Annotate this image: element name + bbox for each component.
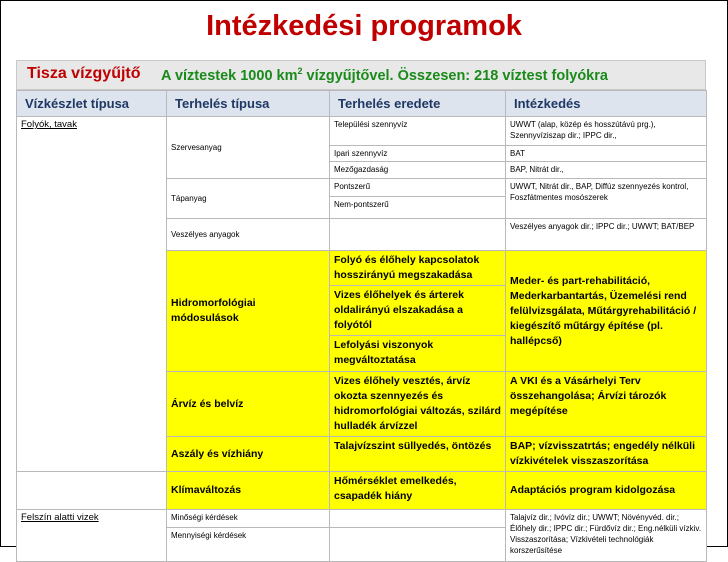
folyok-cell-tail xyxy=(17,472,167,510)
hidro-eredet-1: Folyó és élőhely kapcsolatok hosszirányú megszakadása xyxy=(330,251,506,286)
tapanyag-cell: Tápanyag xyxy=(167,179,330,219)
mezo-int-cell: BAP, Nitrát dir., xyxy=(506,162,707,179)
szerves-cell: Szervesanyag xyxy=(167,117,330,179)
measures-table xyxy=(16,90,707,562)
table-row xyxy=(17,472,707,510)
aszaly-eredet-cell: Talajvízszint süllyedés, öntözés xyxy=(330,437,506,472)
ipari-int-cell: BAT xyxy=(506,146,707,162)
region-info-post: vízgyűjtővel. Összesen: 218 víztest folyókra xyxy=(302,67,608,84)
hidro-eredet-2: Vizes élőhelyek és árterek oldalirányú elszakadása a folyótól xyxy=(330,286,506,336)
veszelyes-cell: Veszélyes anyagok xyxy=(167,219,330,251)
folyok-cell xyxy=(17,117,167,472)
table-row xyxy=(17,510,707,528)
hidro-int-cell: Meder- és part-rehabilitáció, Mederkarbantartás, Üzemelési rend felülvizsgálata, Műtárgyrehabilitáció / kiegészítő műtárgy építése (pl. hallépcső) xyxy=(506,251,707,372)
hidro-cell: Hidromorfológiai módosulások xyxy=(167,251,330,372)
arviz-eredet-cell: Vizes élőhely vesztés, árvíz okozta szennyezés és hidromorfológiai változás, szilárd hulladék árvízzel xyxy=(330,372,506,437)
table-row xyxy=(17,117,707,146)
region-info-sup: 2 xyxy=(297,66,303,76)
telepulesi-cell: Települési szennyvíz xyxy=(330,117,506,146)
veszelyes-int-cell: Veszélyes anyagok dir.; IPPC dir.; UWWT; BAT/BEP xyxy=(506,219,707,251)
mezo-cell: Mezőgazdaság xyxy=(330,162,506,179)
telepulesi-int-cell: UWWT (alap, közép és hosszútávú prg.), Szennyvíziszap dir.; IPPC dir., xyxy=(506,117,707,146)
veszelyes-eredet-cell xyxy=(330,219,506,251)
aszaly-int-cell: BAP; vízvisszatrtás; engedély nélküli vízkivételek visszaszorítása xyxy=(506,437,707,472)
region-info xyxy=(161,66,608,84)
minoseg-eredet-cell xyxy=(330,510,506,528)
folyok-label: Folyók, tavak xyxy=(21,119,77,130)
minoseg-cell: Minőségi kérdések xyxy=(167,510,330,528)
ipari-cell: Ipari szennyvíz xyxy=(330,146,506,162)
subtitle-bar xyxy=(16,60,706,90)
header-terheles-eredet: Terhelés eredete xyxy=(330,91,506,117)
header-row xyxy=(17,91,707,117)
arviz-int-cell: A VKI és a Vásárhelyi Terv összehangolása; Árvízi tározók megépítése xyxy=(506,372,707,437)
felszin-label: Felszín alatti vizek xyxy=(21,512,99,523)
klima-int-cell: Adaptációs program kidolgozása xyxy=(506,472,707,510)
mennyiseg-cell: Mennyiségi kérdések xyxy=(167,528,330,562)
klima-eredet-cell: Hőmérséklet emelkedés, csapadék hiány xyxy=(330,472,506,510)
header-intezkedes: Intézkedés xyxy=(506,91,707,117)
tapanyag-int-cell: UWWT, Nitrát dir., BAP, Diffúz szennyezés kontrol, Foszfátmentes mosószerek xyxy=(506,179,707,219)
region-info-pre: A víztestek 1000 km xyxy=(161,67,298,84)
felszin-cell xyxy=(17,510,167,562)
aszaly-cell: Aszály és vízhiány xyxy=(167,437,330,472)
arviz-cell: Árvíz és belvíz xyxy=(167,372,330,437)
region-label: Tisza vízgyűjtő xyxy=(27,65,141,82)
hidro-eredet-3: Lefolyási viszonyok megváltoztatása xyxy=(330,336,506,372)
nem-pontszeru-cell: Nem-pontszerű xyxy=(330,197,506,219)
mennyiseg-eredet-cell xyxy=(330,528,506,562)
pontszeru-cell: Pontszerű xyxy=(330,179,506,197)
header-vizkeszlet: Vízkészlet típusa xyxy=(17,91,167,117)
header-terheles-tipus: Terhelés típusa xyxy=(167,91,330,117)
felszin-int-cell: Talajvíz dir.; Ivóvíz dir.; UWWT; Növényvéd. dir.; Élőhely dir.; IPPC dir.; Fürdővíz dir.; Eng.nélküli vízkiv. Visszaszorítása; Vízkivételi technológiák korszerűsítése xyxy=(506,510,707,562)
page-title: Intézkedési programok xyxy=(206,10,522,42)
klima-cell: Klímaváltozás xyxy=(167,472,330,510)
